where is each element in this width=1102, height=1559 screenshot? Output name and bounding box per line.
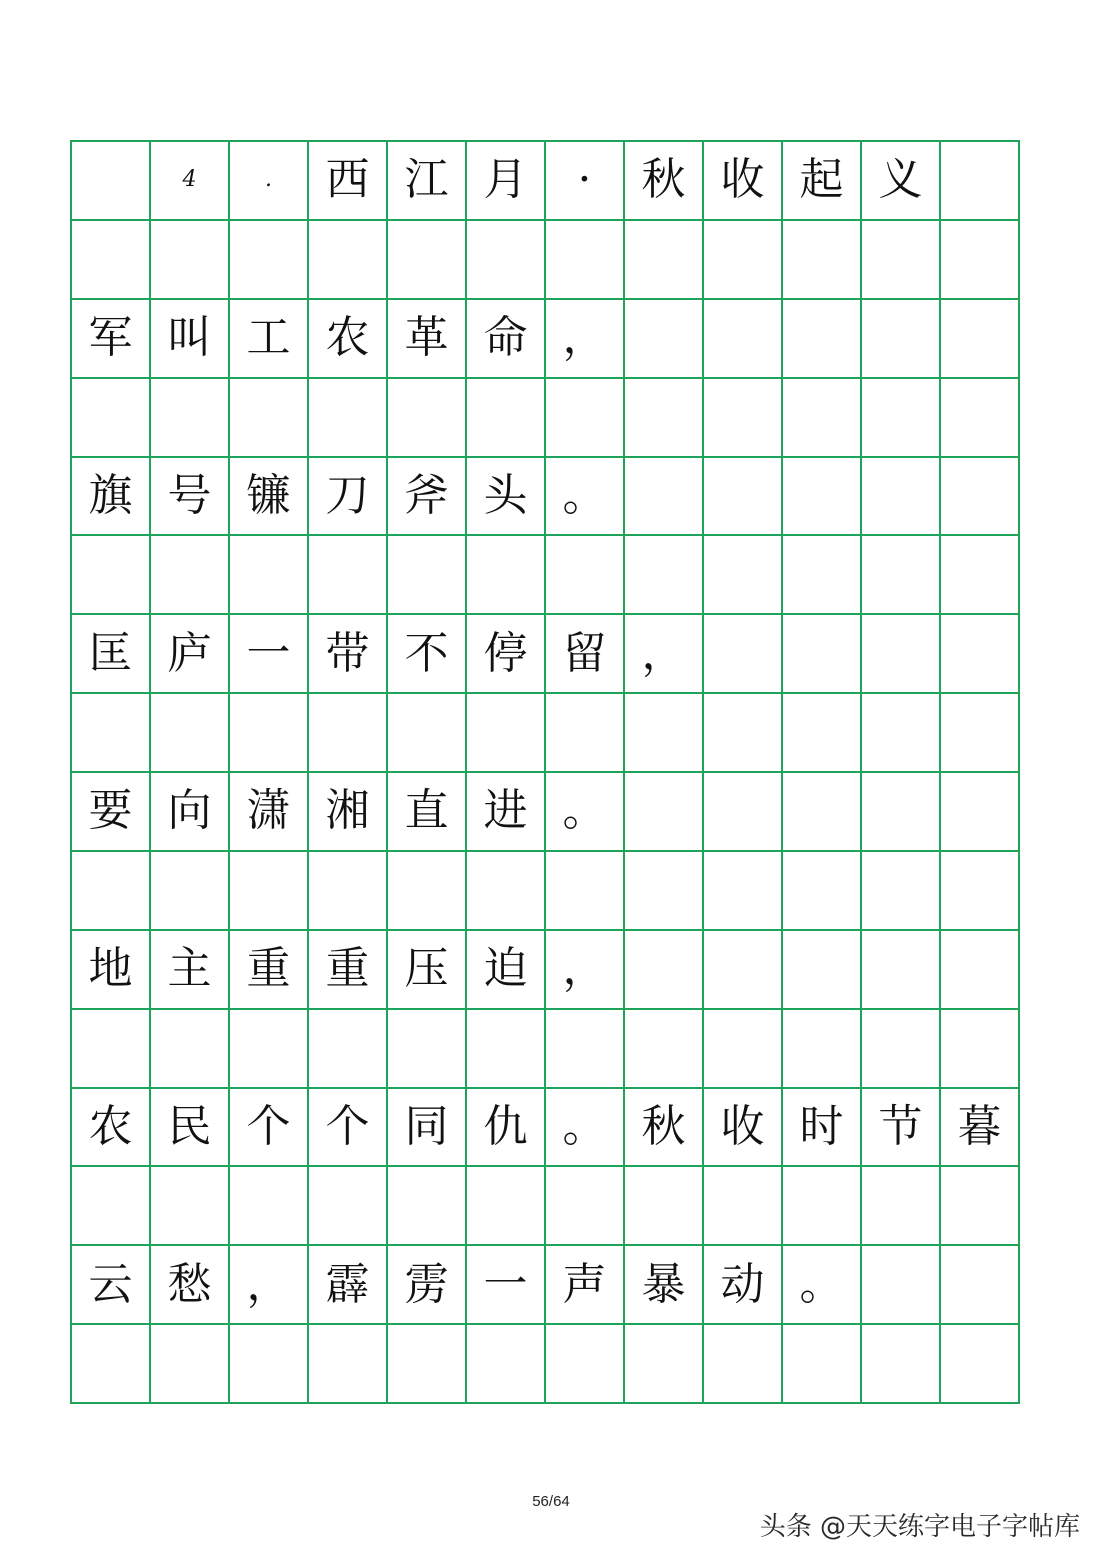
grid-cell-empty [941,300,1020,379]
grid-cell-empty [783,458,862,537]
grid-cell-empty [783,852,862,931]
grid-cell-character: 一 [467,1246,546,1325]
grid-cell-empty [704,852,783,931]
grid-cell-empty [625,931,704,1010]
grid-cell-empty [783,1325,862,1404]
grid-cell-empty [704,931,783,1010]
grid-cell-character: 主 [151,931,230,1010]
grid-cell-empty [862,1246,941,1325]
grid-cell-character: 秋 [625,1089,704,1168]
practice-grid [70,140,1020,1404]
grid-cell-empty [309,1167,388,1246]
grid-cell-character: 头 [467,458,546,537]
grid-cell-character: 重 [309,931,388,1010]
grid-cell-empty [151,694,230,773]
grid-cell-empty [230,1010,309,1089]
grid-cell-empty [783,615,862,694]
grid-cell-empty [72,1010,151,1089]
grid-cell-empty [862,694,941,773]
grid-cell-character: 潇 [230,773,309,852]
grid-cell-empty [704,379,783,458]
grid-cell-character: 带 [309,615,388,694]
grid-cell-character: 留 [546,615,625,694]
grid-cell-empty [230,694,309,773]
grid-cell-empty [72,221,151,300]
grid-cell-empty [546,1010,625,1089]
grid-cell-character: 压 [388,931,467,1010]
grid-cell-character: 愁 [151,1246,230,1325]
grid-cell-character: 。 [546,458,625,537]
grid-cell-empty [625,1010,704,1089]
grid-cell-character: 革 [388,300,467,379]
grid-cell-empty [862,379,941,458]
grid-cell-empty [546,1167,625,1246]
grid-cell-character: 动 [704,1246,783,1325]
grid-cell-empty [625,458,704,537]
grid-cell-empty [72,142,151,221]
grid-cell-empty [467,1325,546,1404]
grid-cell-empty [783,773,862,852]
grid-cell-empty [625,852,704,931]
grid-cell-empty [862,615,941,694]
grid-cell-empty [783,536,862,615]
grid-cell-character: 霹 [309,1246,388,1325]
grid-cell-character: 工 [230,300,309,379]
grid-cell-empty [72,1325,151,1404]
grid-cell-empty [941,379,1020,458]
grid-cell-character: 农 [309,300,388,379]
grid-cell-empty [783,379,862,458]
grid-cell-character: 刀 [309,458,388,537]
grid-cell-character: 节 [862,1089,941,1168]
grid-cell-empty [704,694,783,773]
grid-cell-character: 重 [230,931,309,1010]
grid-cell-character: · [546,142,625,221]
grid-cell-character: 收 [704,1089,783,1168]
grid-cell-empty [230,536,309,615]
grid-cell-character: 地 [72,931,151,1010]
grid-cell-character: 暴 [625,1246,704,1325]
grid-cell-empty [151,1325,230,1404]
grid-cell-empty [151,1010,230,1089]
grid-cell-empty [704,773,783,852]
grid-cell-empty [72,379,151,458]
grid-cell-character: 停 [467,615,546,694]
grid-cell-character: 要 [72,773,151,852]
grid-cell-empty [625,221,704,300]
grid-cell-empty [388,536,467,615]
grid-cell-empty [783,931,862,1010]
grid-cell-empty [625,773,704,852]
grid-cell-character: 向 [151,773,230,852]
grid-cell-empty [941,458,1020,537]
grid-cell-empty [72,1167,151,1246]
grid-cell-character: 。 [546,773,625,852]
grid-cell-empty [862,1167,941,1246]
grid-cell-character: 云 [72,1246,151,1325]
grid-cell-empty [862,1325,941,1404]
grid-cell-empty [546,694,625,773]
grid-cell-empty [941,694,1020,773]
grid-cell-empty [704,536,783,615]
grid-cell-empty [625,536,704,615]
grid-cell-empty [783,1167,862,1246]
grid-cell-empty [941,1325,1020,1404]
grid-cell-character: ， [230,1246,309,1325]
grid-cell-empty [72,694,151,773]
grid-cell-character: 时 [783,1089,862,1168]
grid-cell-empty [625,1325,704,1404]
grid-cell-character: 月 [467,142,546,221]
grid-cell-empty [941,1010,1020,1089]
grid-cell-character: 民 [151,1089,230,1168]
grid-cell-empty [467,1167,546,1246]
grid-cell-character: . [230,142,309,221]
grid-cell-character: ， [546,931,625,1010]
grid-cell-character: 命 [467,300,546,379]
grid-cell-empty [151,379,230,458]
grid-cell-empty [704,1167,783,1246]
grid-cell-empty [625,379,704,458]
grid-cell-character: 不 [388,615,467,694]
grid-cell-empty [783,694,862,773]
grid-cell-empty [704,615,783,694]
grid-cell-empty [467,1010,546,1089]
grid-cell-empty [704,1325,783,1404]
grid-cell-empty [72,852,151,931]
grid-cell-empty [388,1010,467,1089]
grid-cell-empty [388,694,467,773]
grid-cell-character: 湘 [309,773,388,852]
grid-cell-empty [941,773,1020,852]
grid-cell-character: 农 [72,1089,151,1168]
grid-cell-empty [151,852,230,931]
grid-cell-character: ， [546,300,625,379]
grid-cell-character: ， [625,615,704,694]
grid-cell-empty [941,1246,1020,1325]
grid-cell-empty [546,379,625,458]
grid-cell-character: 叫 [151,300,230,379]
grid-cell-empty [862,458,941,537]
grid-cell-character: 收 [704,142,783,221]
grid-cell-empty [704,300,783,379]
grid-cell-empty [151,1167,230,1246]
grid-cell-character: 迫 [467,931,546,1010]
grid-cell-empty [862,931,941,1010]
grid-cell-empty [625,694,704,773]
grid-cell-empty [467,221,546,300]
grid-cell-character: 进 [467,773,546,852]
grid-cell-character: 斧 [388,458,467,537]
grid-cell-character: 。 [546,1089,625,1168]
grid-cell-empty [309,852,388,931]
grid-cell-character: 军 [72,300,151,379]
grid-cell-character: 庐 [151,615,230,694]
grid-cell-empty [704,458,783,537]
grid-cell-empty [704,221,783,300]
grid-cell-character: 。 [783,1246,862,1325]
grid-cell-empty [941,1167,1020,1246]
grid-cell-empty [309,1325,388,1404]
grid-cell-character: 义 [862,142,941,221]
grid-cell-character: 暮 [941,1089,1020,1168]
grid-cell-empty [230,379,309,458]
grid-cell-empty [862,300,941,379]
page-number: 56/64 [532,1493,570,1510]
grid-cell-empty [230,221,309,300]
grid-cell-empty [783,300,862,379]
grid-cell-empty [862,221,941,300]
grid-cell-character: 起 [783,142,862,221]
grid-cell-empty [625,300,704,379]
grid-cell-empty [230,1167,309,1246]
grid-cell-empty [546,852,625,931]
grid-cell-character: 个 [230,1089,309,1168]
grid-cell-empty [388,379,467,458]
grid-cell-empty [941,852,1020,931]
grid-cell-empty [862,773,941,852]
grid-cell-empty [72,536,151,615]
grid-cell-empty [151,221,230,300]
grid-cell-empty [783,221,862,300]
grid-cell-empty [862,852,941,931]
grid-cell-empty [941,536,1020,615]
grid-cell-empty [941,142,1020,221]
grid-cell-empty [862,536,941,615]
grid-cell-empty [230,1325,309,1404]
grid-cell-empty [467,536,546,615]
grid-cell-empty [941,221,1020,300]
grid-cell-character: 号 [151,458,230,537]
grid-cell-empty [941,931,1020,1010]
grid-cell-empty [309,536,388,615]
grid-cell-empty [309,221,388,300]
grid-cell-character: 西 [309,142,388,221]
grid-cell-character: 4 [151,142,230,221]
grid-cell-character: 一 [230,615,309,694]
grid-cell-empty [388,1325,467,1404]
grid-cell-character: 秋 [625,142,704,221]
grid-cell-empty [704,1010,783,1089]
grid-cell-empty [388,1167,467,1246]
grid-cell-empty [625,1167,704,1246]
grid-cell-empty [546,221,625,300]
grid-cell-character: 仇 [467,1089,546,1168]
grid-cell-empty [467,694,546,773]
grid-cell-character: 声 [546,1246,625,1325]
grid-cell-empty [546,536,625,615]
grid-cell-character: 旗 [72,458,151,537]
grid-cell-empty [467,852,546,931]
watermark-text: 头条 @天天练字电子字帖库 [759,1512,1080,1542]
grid-cell-character: 个 [309,1089,388,1168]
grid-cell-empty [151,536,230,615]
grid-cell-empty [862,1010,941,1089]
grid-cell-empty [783,1010,862,1089]
grid-cell-empty [309,379,388,458]
grid-cell-empty [941,615,1020,694]
grid-cell-empty [309,694,388,773]
grid-cell-character: 江 [388,142,467,221]
grid-cell-character: 直 [388,773,467,852]
grid-cell-empty [467,379,546,458]
grid-cell-character: 雳 [388,1246,467,1325]
grid-cell-character: 镰 [230,458,309,537]
grid-cell-character: 同 [388,1089,467,1168]
grid-cell-character: 匡 [72,615,151,694]
grid-cell-empty [388,852,467,931]
grid-cell-empty [309,1010,388,1089]
grid-cell-empty [230,852,309,931]
grid-cell-empty [388,221,467,300]
grid-cell-empty [546,1325,625,1404]
